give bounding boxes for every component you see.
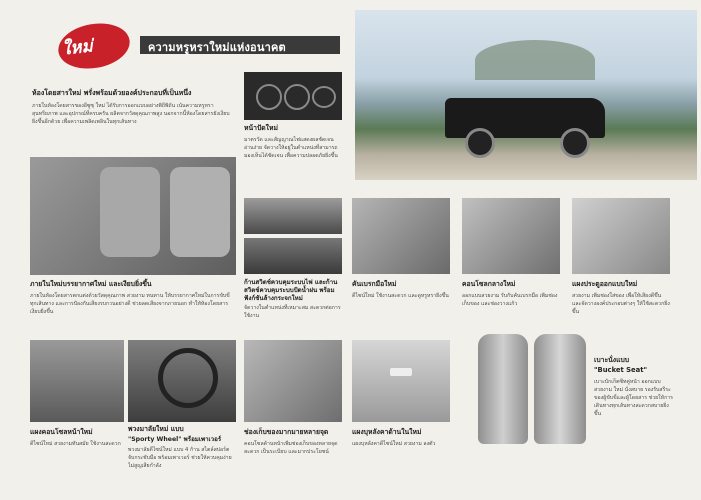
logo-text: ใหม่ (61, 36, 94, 60)
storage-photo (244, 340, 342, 422)
doorpanel-caption: แผงประตูออกแบบใหม่ (572, 280, 638, 288)
wheel-model: "Sporty Wheel" พร้อมเพาเวอร์ (128, 436, 222, 443)
front-console-photo (30, 340, 124, 422)
dashboard-photo (244, 72, 342, 120)
dashboard-caption: หน้าปัดใหม่ (244, 124, 278, 132)
cabin-body: ภายในห้องโดยสารตกแต่งด้วยวัสดุคุณภาพ สวยงาม ทนทาน ให้บรรยากาศใหม่ในการขับขี่ทุกเส้นทาง และการป้องกันเสียงรบกวนอย่างดี ช่วยลดเสียงจากภายนอก ทำให้ห้องโดยสารเงียบยิ่งขึ้น (30, 293, 230, 315)
doorpanel-body: สวยงาม เพิ่มช่องใส่ของ เพื่อให้เสียงดีขึ้น และจัดวางองค์ประกอบต่างๆ ให้ใช้สะดวกยิ่งขึ้น (572, 293, 670, 315)
bucket-seat-right (534, 334, 586, 444)
switches-body: จัดวางในตำแหน่งที่เหมาะสม สะดวกต่อการใช้งาน (244, 305, 341, 319)
steering-wheel-photo (128, 340, 236, 422)
switches-caption: ก้านสวิตช์ควบคุมระบบไฟ และก้านสวิตช์ควบคุมระบบปัดน้ำฝน พร้อมฟังก์ชันล้างกระจกใหม่ (244, 279, 338, 302)
center-console-photo (462, 198, 560, 274)
storage-caption: ช่องเก็บของมากมายหลายจุด (244, 428, 329, 436)
cabin-caption: ภายในใหม่บรรยากาศใหม่ และเงียบยิ่งขึ้น (30, 280, 152, 288)
roof-body: แผงบุหลังคาดีไซน์ใหม่ สวยงาม ลงตัว (352, 441, 436, 447)
console-caption: คอนโซลกลางใหม่ (462, 280, 516, 288)
intro-body: ภายในห้องโดยสารของอีซูซุ ใหม่ ได้รับการออกแบบอย่างพิถีพิถัน เน้นความหรูหรา สุนทรียภาพ และอุปกรณ์ที่ครบครัน ผลิตจากวัสดุคุณภาพสูง นอกจากนี้ห้องโดยสารยังเงียบยิ่งขึ้นอีกด้วย เพื่อความเพลิดเพลินในทุกเส้นทาง (32, 103, 230, 125)
bucket-seat-left (478, 334, 528, 444)
seat-caption: เบาะนั่งแบบ (594, 356, 630, 364)
front-console-body: ดีไซน์ใหม่ สวยงามทันสมัย ใช้งานสะดวก (30, 441, 121, 447)
wheel-caption: พวงมาลัยใหม่ แบบ (128, 425, 184, 433)
headline: ความหรูหราใหม่แห่งอนาคต (148, 41, 286, 54)
brake-caption: คันเบรกมือใหม่ (352, 280, 397, 288)
hand-brake-photo (352, 198, 450, 274)
storage-body: คอนโซลด้านหน้าเพิ่มช่องเก็บของหลายจุด สะดวก เป็นระเบียบ และมากประโยชน์ (244, 441, 338, 455)
seat-body: เบาะบักเก็ตซีทคู่หน้า ออกแบบสวยงาม ใหม่ นั่งสบาย รองรับสรีระของผู้ขับขี่และผู้โดยสาร ช่วยให้การเดินทางทุกเส้นทางสะดวกสบายยิ่งขึ้น (594, 379, 673, 417)
switch-stalk-photo-2 (244, 238, 342, 274)
door-panel-photo (572, 198, 670, 274)
switch-stalk-photo-1 (244, 198, 342, 234)
front-console-caption: แผงคอนโซลหน้าใหม่ (30, 428, 93, 436)
seat-model: "Bucket Seat" (594, 366, 648, 374)
roof-lining-photo (352, 340, 450, 422)
console-body: ออกแบบสวยงาม รับกับคันเบรกมือ เพิ่มช่องเก็บของ และช่องวางแก้ว (462, 293, 558, 307)
intro-heading: ห้องโดยสารใหม่ พรั่งพร้อมด้วยองค์ประกอบที่เป็นหนึ่ง (32, 89, 192, 97)
wheel-body: พวงมาลัยดีไซน์ใหม่ แบบ 4 ก้าน สไตล์สปอร์ต จับกระชับมือ พร้อมเพาเวอร์ ช่วยให้ควบคุมง่าย ไม่สูญเสียกำลัง (128, 447, 232, 469)
roof-caption: แผงบุหลังคาด้านในใหม่ (352, 428, 422, 436)
dashboard-body: มาตรวัด และสัญญาณไฟแสดงผลชัดเจน อ่านง่าย จัดวางให้อยู่ในตำแหน่งที่สามารถมองเห็นได้ชัดเจน เพื่อความปลอดภัยยิ่งขึ้น (244, 137, 338, 159)
cabin-interior-photo (30, 157, 236, 275)
truck-hero-photo (355, 10, 697, 180)
brake-body: ดีไซน์ใหม่ ใช้งานสะดวก และดูหรูหรายิ่งขึ้น (352, 293, 449, 299)
